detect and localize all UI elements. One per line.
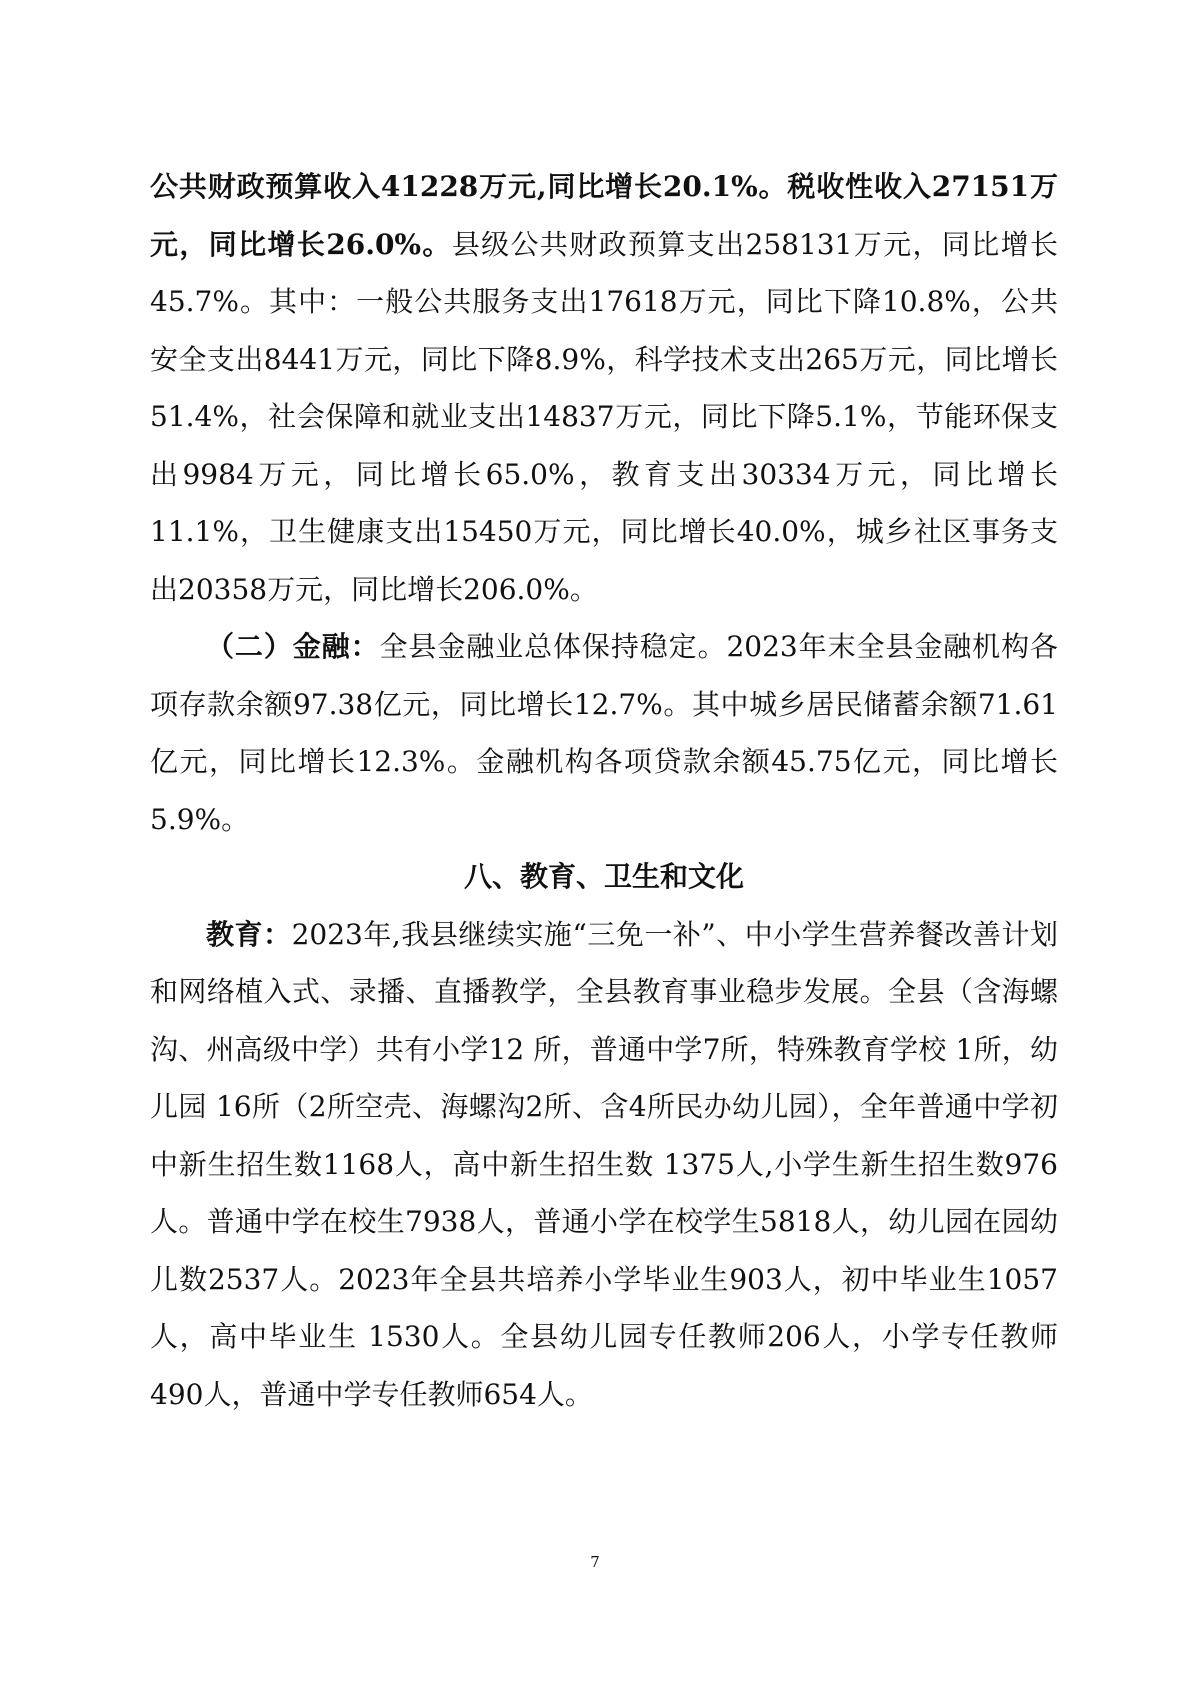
page-number: 7: [590, 1553, 600, 1571]
finance-text: 全县金融业总体保持稳定。2023年末全县金融机构各项存款余额97.38亿元，同比增长12.7%。其中城乡居民储蓄余额71.61亿元，同比增长12.3%。金融机构各项贷款余额45.75亿元，同比增长5.9%。: [150, 630, 1058, 836]
finance-label: （二）金融：: [206, 630, 380, 663]
section-heading: 八、教育、卫生和文化: [463, 860, 744, 893]
education-text: 2023年,我县继续实施“三免一补”、中小学生营养餐改善计划和网络植入式、录播、直播教学，全县教育事业稳步发展。全县（含海螺沟、州高级中学）共有小学12 所，普通中学7所，特殊教育学校 1所，幼儿园 16所（2所空壳、海螺沟2所、含4所民办幼儿园），全年普通中学初中新生招生数1168人，高中新生招生数 1375人,小学生新生招生数976人。普通中学在校生7938人，普通小学在校学生5818人，幼儿园在园幼儿数2537人。2023年全县共培养小学毕业生903人，初中毕业生1057人，高中毕业生 1530人。全县幼儿园专任教师206人，小学专任教师490人，普通中学专任教师654人。: [150, 917, 1058, 1411]
fiscal-text: 县级公共财政预算支出258131万元，同比增长45.7%。其中：一般公共服务支出17618万元，同比下降10.8%，公共安全支出8441万元，同比下降8.9%，科学技术支出265万元，同比增长51.4%，社会保障和就业支出14837万元，同比下降5.1%，节能环保支出9984万元，同比增长65.0%，教育支出30334万元，同比增长11.1%，卫生健康支出15450万元，同比增长40.0%，城乡社区事务支出20358万元，同比增长206.0%。: [150, 227, 1058, 606]
fiscal-bold-text: 公共财政预算收入41228万元,同比增长20.1%。税收性收入27151万元，同比增长26.0%。: [150, 170, 1058, 261]
education-paragraph: [150, 906, 1058, 1424]
document-body: [150, 158, 1058, 1423]
education-label: 教育：: [206, 917, 292, 951]
finance-paragraph: [150, 618, 1058, 848]
fiscal-paragraph: [150, 158, 1058, 618]
